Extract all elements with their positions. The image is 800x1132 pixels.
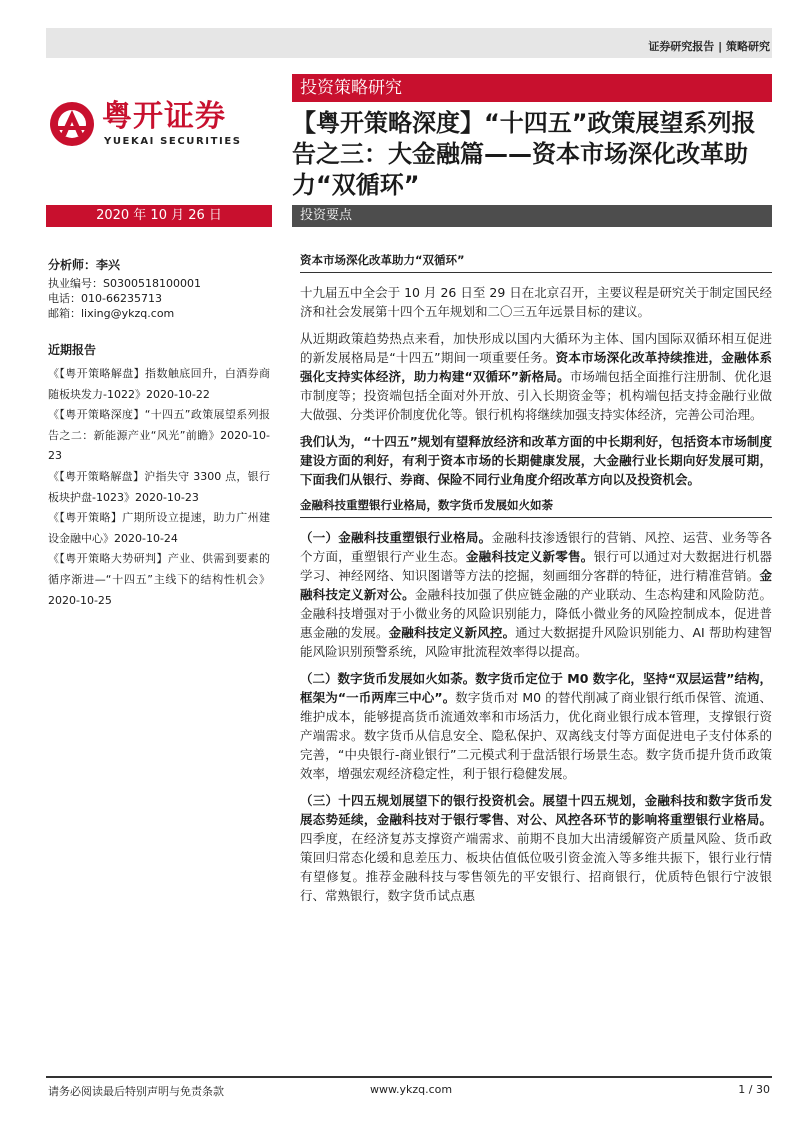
recent-report-item[interactable]: 《【粤开策略解盘】沪指失守 3300 点，银行板块护盘-1023》2020-10-23: [48, 469, 270, 504]
paragraph-policy-trend: [300, 329, 772, 424]
analyst-contact: [48, 276, 270, 321]
text-span: 通过大数据提升风险识别能力、AI 帮助构建智能风险识别预警系统，风险审批流程效率得以提高。: [300, 625, 772, 659]
bold-span: 资本市场深化改革持续推进，金融体系强化支持实体经济，助力构建“双循环”新格局。: [300, 350, 773, 384]
recent-report-item[interactable]: 《【粤开策略】广期所设立提速，助力广州建设金融中心》2020-10-24: [48, 511, 270, 545]
recent-report-item[interactable]: 《【粤开策略解盘】指数触底回升，白酒券商随板块发力-1022》2020-10-22: [48, 367, 270, 401]
analyst-license: 执业编号：S0300518100001: [48, 277, 201, 290]
footer-disclaimer: 请务必阅读最后特别声明与免责条款: [48, 1085, 224, 1098]
key-points-label: 投资要点: [292, 205, 772, 227]
logo-en-text: YUEKAI SECURITIES: [104, 136, 242, 147]
footer-page-number: 1 / 30: [738, 1083, 770, 1096]
logo-cn-text: 粤开证券: [102, 99, 226, 134]
text-span: 金融科技渗透银行的营销、风控、运营、业务等各个方面，重塑银行产业生态。: [300, 530, 772, 564]
bold-span: 金融科技定义新风控。: [388, 625, 516, 640]
sidebar: [48, 258, 270, 611]
bold-span: （二）数字货币发展如火如荼。数字货币定位于 M0 数字化，坚持“双层运营”结构，框架为“一币两库三中心”。: [300, 671, 772, 705]
report-type-tag: 证券研究报告 | 策略研究: [648, 40, 770, 53]
paragraph-plenary: 十九届五中全会于 10 月 26 日至 29 日在北京召开，主要议程是研究关于制定国民经济和社会发展第十四个五年规划和二〇三五年远景目标的建议。: [300, 285, 772, 319]
recent-report-item[interactable]: 《【粤开策略大势研判】产业、供需到要素的循序渐进—“十四五”主线下的结构性机会》2020-10-25: [48, 552, 270, 607]
recent-reports-title: 近期报告: [48, 343, 97, 357]
analyst-email: 邮箱：lixing@ykzq.com: [48, 307, 175, 320]
footer-website[interactable]: www.ykzq.com: [370, 1083, 453, 1096]
paragraph-fintech: [300, 528, 772, 661]
recent-report-item[interactable]: 《【粤开策略深度】“十四五”政策展望系列报告之二：新能源产业“风光”前瞻》2020-10-23: [48, 408, 270, 463]
text-span: 从近期政策趋势热点来看，加快形成以国内大循环为主体、国内国际双循环相互促进的新发展格局是“十四五”期间一项重要任务。: [300, 331, 772, 365]
bold-span: 金融科技定义新零售。: [465, 549, 594, 564]
text-span: 银行可以通过对大数据进行机器学习、神经网络、知识图谱等方法的挖掘，刻画细分客群的特征，进行精准营销。: [300, 549, 772, 583]
text-span: 金融科技加强了供应链金融的产业联动、生态构建和风险防范。金融科技增强对于小微业务的风险识别能力，降低小微业务的风险控制成本，促进普惠金融的发展。: [300, 587, 772, 640]
bold-span: （一）金融科技重塑银行业格局。: [300, 530, 492, 545]
yuekai-logo-icon: [48, 100, 96, 148]
report-category: 投资策略研究: [292, 74, 772, 102]
text-span: 四季度，在经济复苏支撑资产端需求、前期不良加大出清缓解资产质量风险、货币政策回归常态化缓和息差压力、板块估值低位吸引资金流入等多维共振下，银行业行情有望修复。推荐金融科技与零售领先的平安银行、招商银行，优质特色银行宁波银行、常熟银行，数字货币试点惠: [300, 831, 772, 903]
bold-span: （三）十四五规划展望下的银行投资机会。展望十四五规划，金融科技和数字货币发展态势延续，金融科技对于银行零售、对公、风控各环节的影响将重塑银行业格局。: [300, 793, 772, 827]
footer-divider: [46, 1076, 772, 1078]
main-content: [300, 252, 772, 913]
report-date: 2020 年 10 月 26 日: [46, 205, 272, 227]
company-logo: [48, 100, 270, 150]
section-title-fintech: 金融科技重塑银行业格局，数字货币发展如火如荼: [300, 497, 772, 518]
analyst-phone: 电话：010-66235713: [48, 292, 162, 305]
analyst-name: 分析师：李兴: [48, 258, 121, 272]
report-title: 【粤开策略深度】“十四五”政策展望系列报告之三：大金融篇——资本市场深化改革助力“双循环”: [292, 109, 756, 199]
paragraph-our-view: 我们认为，“十四五”规划有望释放经济和改革方面的中长期利好，包括资本市场制度建设方面的利好，有利于资本市场的长期健康发展，大金融行业长期向好发展可期，下面我们从银行、券商、保险不同行业角度介绍改革方向以及投资机会。: [300, 434, 772, 487]
section-title-capital-market: 资本市场深化改革助力“双循环”: [300, 252, 772, 273]
paragraph-digital-currency: [300, 669, 772, 783]
text-span: 数字货币对 M0 的替代削减了商业银行纸币保管、流通、维护成本，能够提高货币流通效率和市场活力，优化商业银行成本管理，支撑银行资产端需求。数字货币从信息安全、隐私保护、双离线支付等方面促进电子支付体系的完善，“中央银行-商业银行”二元模式利于盘活银行场景生态。数字货币提升货币政策效率，增强宏观经济稳定性，利于银行稳健发展。: [300, 690, 772, 781]
bold-span: 金融科技定义新对公。: [300, 568, 772, 602]
paragraph-bank-investment: [300, 791, 772, 905]
text-span: 市场端包括全面推行注册制、优化退市制度等；投资端包括全面对外开放、引入长期资金等；机构端包括支持金融行业做大做强、分类评价制度优化等。银行机构将继续加强支持实体经济，完善公司治理。: [300, 369, 772, 422]
